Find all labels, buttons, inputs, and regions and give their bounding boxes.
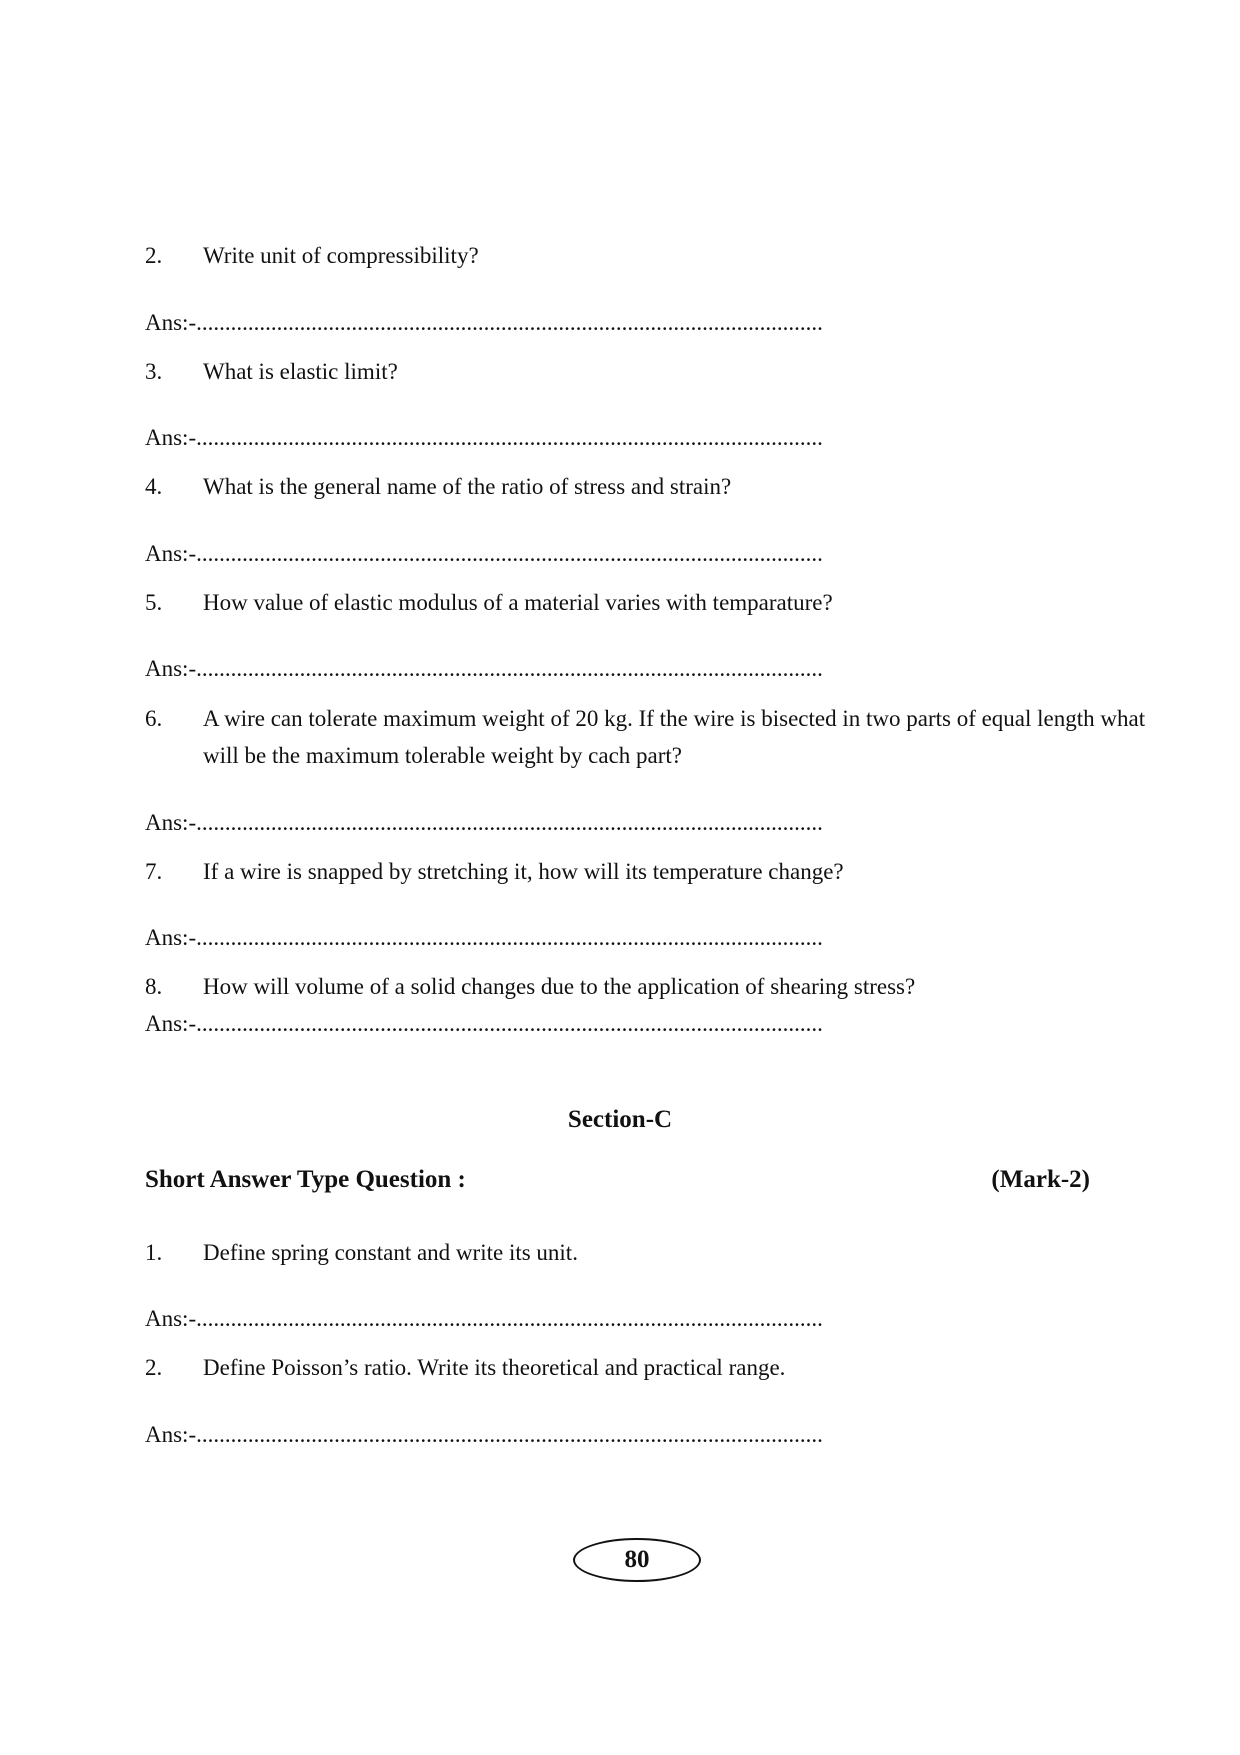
answer-line: Ans:-............................................................................................................. [145,425,823,450]
question-3 [145,353,398,391]
answer-line: Ans:-............................................................................................................. [145,656,823,681]
answer-line: Ans:-............................................................................................................. [145,1306,823,1331]
question-number: 7. [145,859,163,884]
question-8 [145,968,915,1006]
question-number: 2. [145,243,163,268]
question-text: If a wire is snapped by stretching it, how will its temperature change? [203,859,844,884]
section-subheading: Short Answer Type Question : [145,1166,466,1193]
page-number: 80 [573,1538,701,1582]
question-text: Define Poisson’s ratio. Write its theoretical and practical range. [203,1355,786,1380]
question-5 [145,584,833,622]
question-text-line1: A wire can tolerate maximum weight of 20 kg. If the wire is bisected in two parts of equal length what [203,706,1146,731]
question-number: 5. [145,590,163,615]
question-text: Define spring constant and write its unit. [203,1240,578,1265]
question-number: 3. [145,359,163,384]
question-2 [145,237,479,275]
question-6 [145,700,1145,738]
question-text: What is elastic limit? [203,359,398,384]
question-text: How will volume of a solid changes due to the application of shearing stress? [203,974,916,999]
answer-line: Ans:-............................................................................................................. [145,925,823,950]
question-7 [145,853,844,891]
question-text: What is the general name of the ratio of stress and strain? [203,474,732,499]
question-number: 6. [145,706,163,731]
section-c-question-2 [145,1349,785,1387]
answer-line: Ans:-............................................................................................................. [145,810,823,835]
question-text: Write unit of compressibility? [203,243,479,268]
question-4 [145,468,731,506]
answer-line: Ans:-............................................................................................................. [145,1422,823,1447]
marks-label: (Mark-2) [991,1166,1090,1193]
question-text-line2: will be the maximum tolerable weight by cach part? [203,743,683,768]
answer-line: Ans:-............................................................................................................. [145,1011,823,1036]
question-number: 8. [145,974,163,999]
section-c-question-1 [145,1234,578,1272]
section-title: Section-C [567,1106,673,1133]
answer-line: Ans:-............................................................................................................. [145,541,823,566]
question-number: 2. [145,1355,163,1380]
question-text: How value of elastic modulus of a material varies with temparature? [203,590,833,615]
question-number: 1. [145,1240,163,1265]
question-number: 4. [145,474,163,499]
answer-line: Ans:-............................................................................................................. [145,310,823,335]
